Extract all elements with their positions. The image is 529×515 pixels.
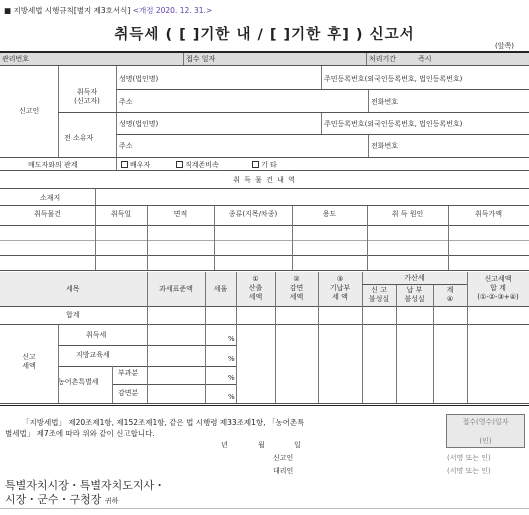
divider [0, 324, 529, 325]
acquirer-address-label: 주소 [119, 98, 133, 106]
divider [0, 205, 529, 206]
acquirer-id-label: 주민등록번호(외국인등록번호, 법인등록번호) [324, 75, 463, 83]
divider [95, 189, 96, 205]
paid-tax-header-1: 기납부 [329, 284, 351, 292]
reporter-sign-label: 신고인 [273, 454, 294, 462]
paid-tax-num: ③ [336, 275, 344, 283]
surcharge-sum-header: 계 [446, 286, 454, 294]
col-header-object: 취득물건 [33, 210, 62, 218]
col-header-type: 종류(지목/차종) [228, 210, 278, 218]
checkbox-lineal[interactable] [176, 161, 183, 168]
report-tax-label-2: 세액 [22, 362, 36, 370]
calc-tax-header-2: 세액 [248, 293, 263, 301]
property-section-title: 취 득 물 건 내 역 [233, 176, 296, 184]
divider [367, 206, 368, 270]
reduce-tax-header-1: 감면 [289, 284, 304, 292]
surcharge-sum-num: ④ [446, 295, 454, 303]
prev-owner-id-label: 주민등록번호(외국인등록번호, 법인등록번호) [324, 120, 463, 128]
acq-tax-label: 취득세 [86, 331, 107, 339]
prev-owner-phone-label: 전화번호 [371, 142, 399, 150]
report-total-header-3: (①-②-③+④) [477, 293, 519, 301]
meta-row-bg [0, 53, 529, 65]
divider [368, 134, 369, 157]
tax-base-header: 과세표준액 [159, 285, 193, 293]
col-header-date: 취득일 [110, 210, 132, 218]
page-title: 취득세 ( [ ]기한 내 / [ ]기한 후] ) 신고서 [114, 27, 415, 43]
report-total-header-1: 신고세액 [484, 275, 512, 283]
divider [0, 270, 529, 271]
divider [0, 240, 529, 241]
divider [0, 306, 529, 307]
pay-fault-header-1: 납 부 [406, 286, 423, 294]
pct-rural-taxable: % [228, 374, 235, 382]
acquirer-phone-label: 전화번호 [371, 98, 399, 106]
divider [112, 366, 113, 403]
page-side-note: (앞쪽) [495, 42, 514, 50]
tax-item-header: 세목 [66, 285, 80, 293]
prev-owner-label: 전 소유자 [64, 134, 94, 142]
divider [366, 53, 367, 65]
relation-label: 매도자와의 관계 [28, 161, 78, 169]
col-header-price: 취득가액 [474, 210, 503, 218]
declaration-line-1: 「지방세법」 제20조제1항, 제152조제1항, 같은 법 시행령 제33조제1항, 「농어촌특 [22, 418, 305, 427]
prev-owner-address-label: 주소 [119, 142, 133, 150]
form-reference [4, 6, 212, 15]
date-year-label: 년 [221, 441, 228, 449]
divider [292, 206, 293, 270]
divider [0, 405, 529, 406]
pct-rural-exempt: % [228, 393, 235, 401]
report-fault-header-1: 신 고 [371, 286, 387, 294]
divider [214, 206, 215, 270]
law-reference: ■ 지방세법 시행규칙[별지 제3호서식] [4, 6, 131, 15]
divider [362, 284, 467, 285]
divider [95, 206, 96, 270]
recipient-line-2: 시장・군수・구청장 귀하 [5, 493, 119, 506]
col-header-cause: 취 득 원인 [391, 210, 424, 218]
relation-option-lineal[interactable]: 직계존비속 [176, 161, 219, 170]
agent-sign-label: 대리인 [273, 467, 294, 475]
checkbox-other[interactable] [252, 161, 259, 168]
divider [112, 384, 236, 385]
relation-option-other[interactable]: 기 타 [252, 161, 277, 170]
receipt-stamp-title: 접수(영수)일자 [462, 418, 509, 426]
divider [368, 89, 369, 112]
pay-fault-header-2: 불성실 [404, 295, 425, 303]
divider [116, 89, 529, 90]
recipient-suffix: 귀하 [104, 497, 119, 505]
divider [58, 325, 59, 403]
divider [58, 112, 529, 113]
col-header-area: 면적 [173, 210, 188, 218]
declaration-line-2: 별세법」 제7조에 따라 위와 같이 신고합니다. [5, 429, 155, 438]
acquirer-label: 취득자 [76, 88, 98, 96]
location-label: 소재지 [40, 194, 61, 202]
local-edu-tax-label: 지방교육세 [76, 351, 110, 359]
divider [0, 225, 529, 226]
divider [0, 170, 529, 171]
date-day-label: 일 [294, 441, 301, 449]
exempt-label: 감면분 [118, 389, 139, 397]
divider [183, 53, 184, 65]
col-header-usage: 용도 [322, 210, 337, 218]
reporter-section-label: 신고인 [19, 107, 40, 115]
report-tax-label-1: 신고 [22, 353, 36, 361]
divider [147, 206, 148, 270]
processing-period-value: 즉시 [418, 55, 432, 63]
calc-tax-header-1: 산출 [248, 284, 263, 292]
acquirer-name-label: 성명(법인명) [119, 75, 159, 83]
recipient-line-1: 특별자치시장・특별자치도지사・ [5, 479, 166, 492]
surcharge-header: 가산세 [404, 274, 425, 282]
divider [0, 403, 529, 404]
acquirer-sub-label: (신고자) [74, 97, 100, 105]
pct-edu: % [228, 355, 235, 363]
divider [116, 158, 117, 170]
receipt-stamp-seal: (인) [479, 437, 492, 445]
receipt-stamp-box [446, 414, 525, 448]
date-month-label: 월 [258, 441, 265, 449]
processing-period-label: 처리기간 [369, 55, 397, 63]
total-row-label: 합계 [66, 311, 80, 319]
divider [0, 188, 529, 189]
divider [0, 255, 529, 256]
manage-no-label: 관리번호 [2, 55, 30, 63]
divider [321, 66, 322, 89]
report-fault-header-2: 불성실 [368, 295, 390, 303]
reporter-sign-note: (서명 또는 인) [447, 454, 491, 462]
calc-tax-num: ① [252, 275, 259, 283]
reduce-tax-num: ② [293, 275, 300, 283]
form-bottom-border [0, 508, 529, 509]
receipt-date-label: 접수 일자 [186, 55, 216, 63]
divider [0, 157, 529, 158]
prev-owner-name-label: 성명(법인명) [119, 120, 159, 128]
report-total-header-2: 합 계 [490, 284, 506, 292]
pct-acq: % [228, 335, 235, 343]
agent-sign-note: (서명 또는 인) [447, 467, 491, 475]
rural-tax-label: 농어촌특별세 [58, 378, 99, 386]
divider [0, 65, 529, 66]
paid-tax-header-2: 세 액 [332, 293, 348, 301]
divider [116, 134, 529, 135]
taxable-label: 부과분 [118, 369, 139, 377]
relation-option-spouse[interactable]: 배우자 [121, 161, 150, 170]
rate-header: 세율 [213, 285, 228, 293]
reduce-tax-header-2: 세액 [289, 293, 304, 301]
revision-date: <개정 2020. 12. 31.> [132, 6, 213, 15]
divider [448, 206, 449, 270]
divider [321, 112, 322, 134]
checkbox-spouse[interactable] [121, 161, 128, 168]
